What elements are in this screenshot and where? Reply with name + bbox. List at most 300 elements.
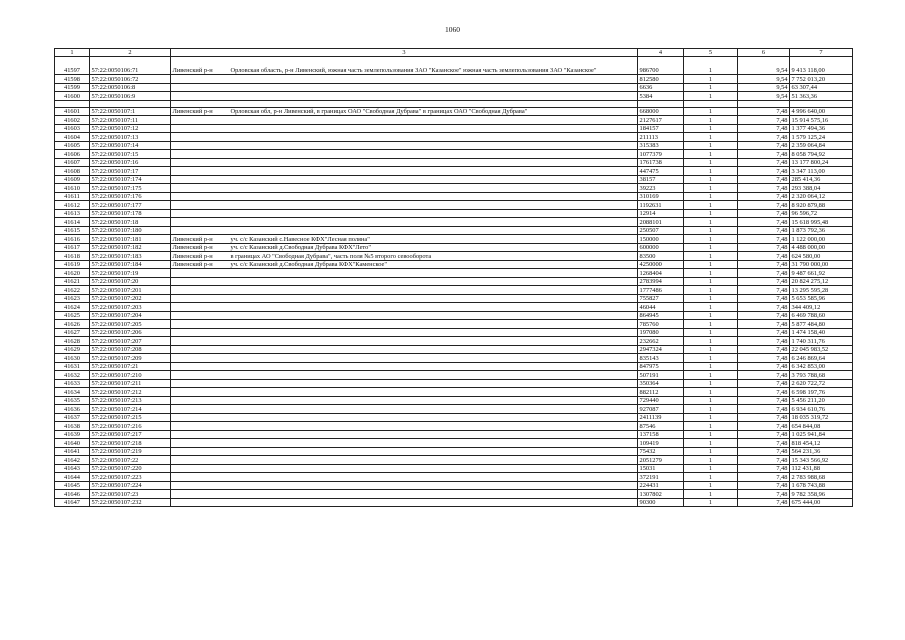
- table-row: [55, 405, 853, 414]
- location-cell: [171, 57, 638, 75]
- cadastral-value-cell: 1 873 792,36: [790, 226, 853, 235]
- row-number-cell: 41643: [55, 464, 90, 473]
- location-cell: [171, 430, 638, 439]
- rate-cell: 7,48: [738, 184, 790, 193]
- location-cell: [171, 362, 638, 371]
- row-number-cell: 41619: [55, 260, 90, 269]
- rate-cell: 7,48: [738, 218, 790, 227]
- location-cell: [171, 481, 638, 490]
- row-number-cell: 41607: [55, 158, 90, 167]
- rate-cell: 7,48: [738, 362, 790, 371]
- cadastral-number-cell: 57:22:0050107:183: [90, 252, 171, 261]
- coefficient-cell: 1: [684, 141, 738, 150]
- area-cell: 224431: [638, 481, 684, 490]
- area-cell: 1777486: [638, 286, 684, 295]
- coefficient-cell: 1: [684, 277, 738, 286]
- row-number-cell: 41641: [55, 447, 90, 456]
- cadastral-number-cell: 57:22:0050107:18: [90, 218, 171, 227]
- area-cell: 39223: [638, 184, 684, 193]
- rate-cell: 7,48: [738, 371, 790, 380]
- cadastral-value-cell: 112 431,88: [790, 464, 853, 473]
- cadastral-value-cell: 5 653 585,96: [790, 294, 853, 303]
- column-header: 3: [171, 49, 638, 57]
- location-cell: [171, 371, 638, 380]
- row-number-cell: 41640: [55, 439, 90, 448]
- row-number-cell: 41635: [55, 396, 90, 405]
- area-cell: 2783994: [638, 277, 684, 286]
- cadastral-value-cell: 2 320 064,12: [790, 192, 853, 201]
- area-cell: 2051279: [638, 456, 684, 465]
- cadastral-number-cell: 57:22:0050107:13: [90, 133, 171, 142]
- table-row: [55, 277, 853, 286]
- cadastral-number-cell: 57:22:0050107:201: [90, 286, 171, 295]
- cadastral-number-cell: 57:22:0050107:178: [90, 209, 171, 218]
- table-row: [55, 107, 853, 116]
- area-cell: 882112: [638, 388, 684, 397]
- area-cell: 197080: [638, 328, 684, 337]
- spacer-row: [55, 100, 853, 107]
- area-cell: 1077379: [638, 150, 684, 159]
- rate-cell: 7,48: [738, 226, 790, 235]
- coefficient-cell: 1: [684, 481, 738, 490]
- empty-cell: [738, 100, 790, 107]
- cadastral-number-cell: 57:22:0050107:206: [90, 328, 171, 337]
- location-description: Орловская обл, р-н Ливенский, в границах ОАО "Свободная Дубрава" в границах ОАО "Свободная Дубрава": [230, 108, 528, 115]
- coefficient-cell: 1: [684, 252, 738, 261]
- location-cell: [171, 311, 638, 320]
- cadastral-value-cell: 564 231,36: [790, 447, 853, 456]
- table-row: [55, 379, 853, 388]
- coefficient-cell: 1: [684, 473, 738, 482]
- cadastral-value-cell: 1 678 743,88: [790, 481, 853, 490]
- rate-cell: 7,48: [738, 150, 790, 159]
- coefficient-cell: 1: [684, 124, 738, 133]
- coefficient-cell: 1: [684, 175, 738, 184]
- rate-cell: 7,48: [738, 473, 790, 482]
- area-cell: 350364: [638, 379, 684, 388]
- coefficient-cell: 1: [684, 464, 738, 473]
- location-cell: [171, 294, 638, 303]
- coefficient-cell: 1: [684, 337, 738, 346]
- cadastral-value-cell: 15 343 566,92: [790, 456, 853, 465]
- table-row: [55, 158, 853, 167]
- table-row: [55, 286, 853, 295]
- cadastral-number-cell: 57:22:0050107:210: [90, 371, 171, 380]
- location-cell: [171, 133, 638, 142]
- area-cell: 507191: [638, 371, 684, 380]
- cadastral-value-cell: 285 414,36: [790, 175, 853, 184]
- row-number-cell: 41615: [55, 226, 90, 235]
- coefficient-cell: 1: [684, 269, 738, 278]
- location-cell: [171, 260, 638, 269]
- coefficient-cell: 1: [684, 311, 738, 320]
- location-cell: [171, 464, 638, 473]
- area-cell: 315383: [638, 141, 684, 150]
- rate-cell: 7,48: [738, 286, 790, 295]
- area-cell: 109419: [638, 439, 684, 448]
- row-number-cell: 41638: [55, 422, 90, 431]
- table-row: [55, 57, 853, 75]
- area-cell: 847975: [638, 362, 684, 371]
- location-cell: [171, 354, 638, 363]
- area-cell: 729440: [638, 396, 684, 405]
- coefficient-cell: 1: [684, 413, 738, 422]
- area-cell: 4250000: [638, 260, 684, 269]
- coefficient-cell: 1: [684, 83, 738, 92]
- cadastral-value-cell: 63 307,44: [790, 83, 853, 92]
- row-number-cell: 41616: [55, 235, 90, 244]
- rate-cell: 9,54: [738, 75, 790, 84]
- coefficient-cell: 1: [684, 303, 738, 312]
- row-number-cell: 41647: [55, 498, 90, 507]
- location-cell: [171, 107, 638, 116]
- column-header: 1: [55, 49, 90, 57]
- district-label: Ливенский р-н: [172, 244, 213, 251]
- table-row: [55, 371, 853, 380]
- rate-cell: 7,48: [738, 175, 790, 184]
- column-number-header-row: [55, 49, 853, 57]
- cadastral-number-cell: 57:22:0050107:15: [90, 150, 171, 159]
- table-row: [55, 167, 853, 176]
- cadastral-value-cell: 1 025 941,84: [790, 430, 853, 439]
- table-row: [55, 235, 853, 244]
- cadastral-value-cell: 1 474 158,40: [790, 328, 853, 337]
- table-row: [55, 92, 853, 101]
- cadastral-value-cell: 5 877 484,80: [790, 320, 853, 329]
- cadastral-value-cell: 6 598 197,76: [790, 388, 853, 397]
- location-cell: [171, 235, 638, 244]
- location-cell: [171, 184, 638, 193]
- table-row: [55, 116, 853, 125]
- cadastral-number-cell: 57:22:0050107:20: [90, 277, 171, 286]
- cadastral-number-cell: 57:22:0050107:175: [90, 184, 171, 193]
- area-cell: 137158: [638, 430, 684, 439]
- cadastral-number-cell: 57:22:0050107:215: [90, 413, 171, 422]
- cadastral-value-cell: 654 844,08: [790, 422, 853, 431]
- coefficient-cell: 1: [684, 447, 738, 456]
- area-cell: 87546: [638, 422, 684, 431]
- location-cell: [171, 439, 638, 448]
- cadastral-number-cell: 57:22:0050107:220: [90, 464, 171, 473]
- column-header: 4: [638, 49, 684, 57]
- cadastral-number-cell: 57:22:0050107:214: [90, 405, 171, 414]
- area-cell: 1761738: [638, 158, 684, 167]
- table-row: [55, 396, 853, 405]
- rate-cell: 7,48: [738, 430, 790, 439]
- empty-cell: [90, 100, 171, 107]
- coefficient-cell: 1: [684, 243, 738, 252]
- table-row: [55, 141, 853, 150]
- location-cell: [171, 192, 638, 201]
- table-row: [55, 175, 853, 184]
- rate-cell: 7,48: [738, 209, 790, 218]
- area-cell: 184157: [638, 124, 684, 133]
- location-description: уч. с/с Казанский д.Свободная Дубрава КФХ"Каменское": [230, 261, 387, 268]
- rate-cell: 7,48: [738, 422, 790, 431]
- area-cell: 15031: [638, 464, 684, 473]
- row-number-cell: 41622: [55, 286, 90, 295]
- location-cell: [171, 337, 638, 346]
- rate-cell: 7,48: [738, 260, 790, 269]
- area-cell: 835143: [638, 354, 684, 363]
- row-number-cell: 41626: [55, 320, 90, 329]
- area-cell: 6636: [638, 83, 684, 92]
- rate-cell: 7,48: [738, 337, 790, 346]
- cadastral-value-cell: 2 620 722,72: [790, 379, 853, 388]
- column-header: 6: [738, 49, 790, 57]
- coefficient-cell: 1: [684, 107, 738, 116]
- cadastral-number-cell: 57:22:0050107:182: [90, 243, 171, 252]
- location-cell: [171, 345, 638, 354]
- table-row: [55, 388, 853, 397]
- district-label: Ливенский р-н: [172, 252, 213, 260]
- cadastral-number-cell: 57:22:0050106:9: [90, 92, 171, 101]
- row-number-cell: 41609: [55, 175, 90, 184]
- coefficient-cell: 1: [684, 362, 738, 371]
- page-number: 1060: [445, 25, 460, 34]
- row-number-cell: 41634: [55, 388, 90, 397]
- column-header: 2: [90, 49, 171, 57]
- location-cell: [171, 320, 638, 329]
- location-cell: [171, 405, 638, 414]
- area-cell: 812580: [638, 75, 684, 84]
- cadastral-number-cell: 57:22:0050106:71: [90, 57, 171, 75]
- location-description: уч. с/с Казанский с.Навесное КФХ"Лесная поляна": [230, 235, 370, 243]
- column-header: 5: [684, 49, 738, 57]
- empty-cell: [638, 100, 684, 107]
- location-cell: [171, 413, 638, 422]
- location-cell: [171, 124, 638, 133]
- location-cell: [171, 277, 638, 286]
- location-cell: [171, 209, 638, 218]
- location-cell: [171, 328, 638, 337]
- rate-cell: 7,48: [738, 277, 790, 286]
- cadastral-number-cell: 57:22:0050107:212: [90, 388, 171, 397]
- rate-cell: 7,48: [738, 481, 790, 490]
- rate-cell: 7,48: [738, 201, 790, 210]
- coefficient-cell: 1: [684, 371, 738, 380]
- area-cell: 2127617: [638, 116, 684, 125]
- table-row: [55, 252, 853, 261]
- area-cell: 372191: [638, 473, 684, 482]
- coefficient-cell: 1: [684, 57, 738, 75]
- table-row: [55, 439, 853, 448]
- location-cell: [171, 379, 638, 388]
- cadastral-value-cell: 293 388,04: [790, 184, 853, 193]
- cadastral-value-cell: 3 793 788,68: [790, 371, 853, 380]
- cadastral-number-cell: 57:22:0050107:19: [90, 269, 171, 278]
- row-number-cell: 41633: [55, 379, 90, 388]
- row-number-cell: 41646: [55, 490, 90, 499]
- cadastral-value-cell: 4 996 640,00: [790, 107, 853, 116]
- coefficient-cell: 1: [684, 490, 738, 499]
- location-cell: [171, 303, 638, 312]
- cadastral-value-cell: 8 058 794,92: [790, 150, 853, 159]
- district-label: Ливенский р-н: [172, 67, 213, 74]
- cadastral-number-cell: 57:22:0050107:11: [90, 116, 171, 125]
- location-cell: [171, 252, 638, 261]
- area-cell: 785760: [638, 320, 684, 329]
- location-cell: [171, 83, 638, 92]
- row-number-cell: 41618: [55, 252, 90, 261]
- table-row: [55, 184, 853, 193]
- area-cell: 83500: [638, 252, 684, 261]
- rate-cell: 7,48: [738, 192, 790, 201]
- table-row: [55, 337, 853, 346]
- cadastral-number-cell: 57:22:0050107:21: [90, 362, 171, 371]
- empty-cell: [55, 100, 90, 107]
- rate-cell: 9,54: [738, 57, 790, 75]
- table-row: [55, 320, 853, 329]
- location-cell: [171, 243, 638, 252]
- row-number-cell: 41613: [55, 209, 90, 218]
- cadastral-value-cell: 18 035 319,72: [790, 413, 853, 422]
- area-cell: 755827: [638, 294, 684, 303]
- cadastral-number-cell: 57:22:0050107:213: [90, 396, 171, 405]
- table-row: [55, 456, 853, 465]
- rate-cell: 7,48: [738, 311, 790, 320]
- row-number-cell: 41639: [55, 430, 90, 439]
- coefficient-cell: 1: [684, 422, 738, 431]
- cadastral-number-cell: 57:22:0050107:204: [90, 311, 171, 320]
- row-number-cell: 41623: [55, 294, 90, 303]
- cadastral-value-cell: 818 454,12: [790, 439, 853, 448]
- table-row: [55, 133, 853, 142]
- location-description: Орловская область, р-н Ливенский, южная часть землепользования ЗАО "Казанское" южная часть землепользования ЗАО "Казанское": [230, 67, 597, 74]
- cadastral-value-cell: 13 177 800,24: [790, 158, 853, 167]
- cadastral-value-cell: 96 596,72: [790, 209, 853, 218]
- coefficient-cell: 1: [684, 286, 738, 295]
- location-cell: [171, 158, 638, 167]
- cadastral-number-cell: 57:22:0050107:203: [90, 303, 171, 312]
- rate-cell: 7,48: [738, 303, 790, 312]
- location-cell: [171, 92, 638, 101]
- rate-cell: 7,48: [738, 320, 790, 329]
- row-number-cell: 41608: [55, 167, 90, 176]
- rate-cell: 7,48: [738, 158, 790, 167]
- area-cell: 2947324: [638, 345, 684, 354]
- row-number-cell: 41605: [55, 141, 90, 150]
- cadastral-number-cell: 57:22:0050107:12: [90, 124, 171, 133]
- cadastral-value-cell: 15 914 575,16: [790, 116, 853, 125]
- table-row: [55, 498, 853, 507]
- rate-cell: 7,48: [738, 294, 790, 303]
- cadastral-number-cell: 57:22:0050107:211: [90, 379, 171, 388]
- cadastral-value-cell: 6 342 853,00: [790, 362, 853, 371]
- area-cell: 986700: [638, 57, 684, 75]
- cadastral-value-cell: 15 618 995,48: [790, 218, 853, 227]
- row-number-cell: 41611: [55, 192, 90, 201]
- area-cell: 2411139: [638, 413, 684, 422]
- row-number-cell: 41624: [55, 303, 90, 312]
- area-cell: 864945: [638, 311, 684, 320]
- table-row: [55, 362, 853, 371]
- rate-cell: 9,54: [738, 83, 790, 92]
- location-cell: [171, 473, 638, 482]
- location-cell: [171, 269, 638, 278]
- cadastral-value-cell: 1 377 494,36: [790, 124, 853, 133]
- table-row: [55, 430, 853, 439]
- rate-cell: 7,48: [738, 439, 790, 448]
- cadastral-number-cell: 57:22:0050107:223: [90, 473, 171, 482]
- area-cell: 1192631: [638, 201, 684, 210]
- rate-cell: 7,48: [738, 490, 790, 499]
- rate-cell: 7,48: [738, 345, 790, 354]
- area-cell: 75432: [638, 447, 684, 456]
- location-cell: [171, 201, 638, 210]
- area-cell: 90300: [638, 498, 684, 507]
- coefficient-cell: 1: [684, 379, 738, 388]
- area-cell: 38157: [638, 175, 684, 184]
- coefficient-cell: 1: [684, 294, 738, 303]
- row-number-cell: 41599: [55, 83, 90, 92]
- row-number-cell: 41644: [55, 473, 90, 482]
- rate-cell: 7,48: [738, 388, 790, 397]
- area-cell: 5384: [638, 92, 684, 101]
- coefficient-cell: 1: [684, 354, 738, 363]
- cadastral-number-cell: 57:22:0050107:232: [90, 498, 171, 507]
- coefficient-cell: 1: [684, 320, 738, 329]
- table-row: [55, 447, 853, 456]
- cadastral-value-cell: 1 122 000,00: [790, 235, 853, 244]
- area-cell: 150000: [638, 235, 684, 244]
- cadastral-value-cell: 1 740 311,76: [790, 337, 853, 346]
- coefficient-cell: 1: [684, 116, 738, 125]
- rate-cell: 7,48: [738, 498, 790, 507]
- area-cell: 447475: [638, 167, 684, 176]
- coefficient-cell: 1: [684, 167, 738, 176]
- coefficient-cell: 1: [684, 430, 738, 439]
- coefficient-cell: 1: [684, 133, 738, 142]
- table-row: [55, 226, 853, 235]
- row-number-cell: 41603: [55, 124, 90, 133]
- cadastral-value-cell: 6 246 869,64: [790, 354, 853, 363]
- table-row: [55, 75, 853, 84]
- location-cell: [171, 388, 638, 397]
- table-row: [55, 260, 853, 269]
- location-cell: [171, 447, 638, 456]
- cadastral-number-cell: 57:22:0050107:23: [90, 490, 171, 499]
- row-number-cell: 41636: [55, 405, 90, 414]
- cadastral-number-cell: 57:22:0050107:22: [90, 456, 171, 465]
- coefficient-cell: 1: [684, 328, 738, 337]
- location-cell: [171, 175, 638, 184]
- empty-cell: [171, 100, 638, 107]
- rate-cell: 7,48: [738, 354, 790, 363]
- coefficient-cell: 1: [684, 498, 738, 507]
- cadastral-number-cell: 57:22:0050107:219: [90, 447, 171, 456]
- cadastral-value-cell: 7 752 013,20: [790, 75, 853, 84]
- row-number-cell: 41610: [55, 184, 90, 193]
- table-row: [55, 473, 853, 482]
- location-cell: [171, 226, 638, 235]
- table-row: [55, 83, 853, 92]
- cadastral-value-cell: 13 295 595,28: [790, 286, 853, 295]
- cadastral-value-cell: 2 783 988,68: [790, 473, 853, 482]
- location-cell: [171, 396, 638, 405]
- table-row: [55, 328, 853, 337]
- table-row: [55, 490, 853, 499]
- cadastral-number-cell: 57:22:0050107:176: [90, 192, 171, 201]
- area-cell: 1307802: [638, 490, 684, 499]
- location-cell: [171, 286, 638, 295]
- location-cell: [171, 75, 638, 84]
- row-number-cell: 41621: [55, 277, 90, 286]
- coefficient-cell: 1: [684, 396, 738, 405]
- row-number-cell: 41612: [55, 201, 90, 210]
- cadastral-number-cell: 57:22:0050106:72: [90, 75, 171, 84]
- row-number-cell: 41632: [55, 371, 90, 380]
